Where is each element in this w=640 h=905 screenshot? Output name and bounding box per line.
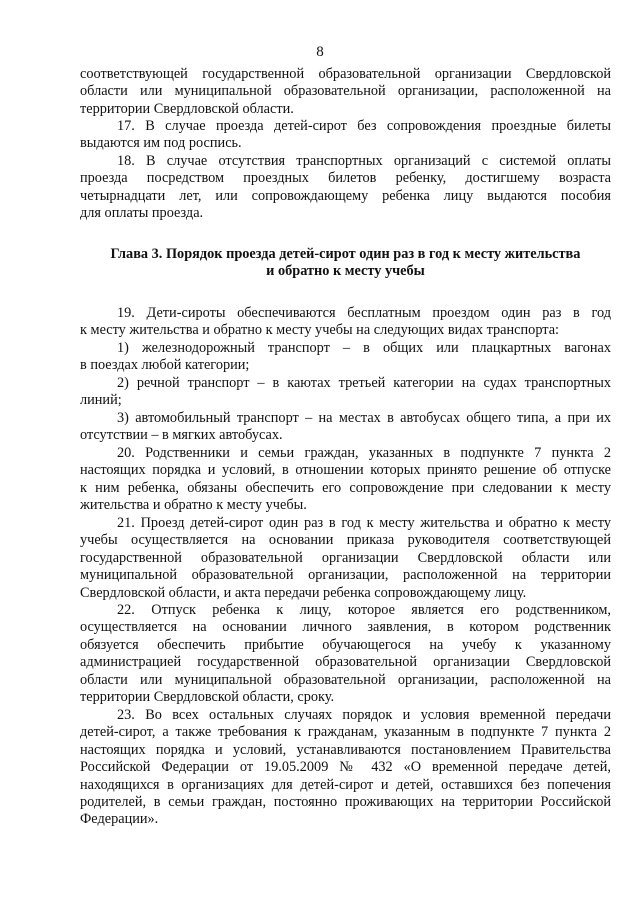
paragraph-line: для оплаты проезда. bbox=[80, 205, 204, 222]
paragraph-line: обязуется обеспечить прибытие обучающегося на учебу к указанному bbox=[80, 636, 611, 653]
paragraph-line: 2) речной транспорт – в каютах третьей категории на судах транспортных bbox=[117, 375, 611, 391]
paragraph-line: 19. Дети-сироты обеспечиваются бесплатным проездом один раз в год bbox=[117, 305, 611, 321]
paragraph-line: отсутствии – в мягких автобусах. bbox=[80, 427, 283, 444]
paragraph-19-item-1 bbox=[80, 340, 611, 375]
paragraph-line: к ним ребенка, обязаны обеспечить его сопровождение при следовании к месту bbox=[80, 479, 611, 496]
paragraph-line: Свердловской области, и акта передачи ребенка сопровождающему лицу. bbox=[80, 584, 527, 601]
heading-line: и обратно к месту учебы bbox=[266, 263, 425, 280]
paragraph-line: муниципальной образовательной организации, расположенной на территории bbox=[80, 567, 611, 584]
chapter-3-heading bbox=[80, 246, 611, 281]
paragraph-line: настоящих порядка и условий, в отношении которых принято решение об отпуске bbox=[80, 462, 611, 479]
paragraph-line: в поездах любой категории; bbox=[80, 357, 250, 374]
paragraph-20 bbox=[80, 445, 611, 515]
paragraph-line: родителей, в семьи граждан, постоянно проживающих на территории Российской bbox=[80, 794, 611, 811]
paragraph-line: жительства и обратно к месту учебы. bbox=[80, 497, 307, 514]
paragraph-line: Федерации». bbox=[80, 811, 159, 828]
paragraph-line: находящихся в организациях для детей-сирот и детей, оставшихся без попечения bbox=[80, 776, 611, 793]
paragraph-19-item-2 bbox=[80, 375, 611, 410]
paragraph-line: государственной образовательной организации Свердловской области или bbox=[80, 549, 611, 566]
heading-line: Глава 3. Порядок проезда детей-сирот один раз в год к месту жительства bbox=[110, 246, 581, 262]
paragraph-21 bbox=[80, 515, 611, 602]
paragraph-17 bbox=[80, 118, 611, 153]
paragraph-line: 1) железнодорожный транспорт – в общих или плацкартных вагонах bbox=[117, 340, 611, 356]
paragraph-line: области или муниципальной образовательной организации, расположенной на bbox=[80, 671, 611, 688]
paragraph-line: выдаются им под роспись. bbox=[80, 135, 242, 152]
paragraph-line: проезда посредством проездных билетов ребенку, достигшему возраста bbox=[80, 170, 611, 187]
paragraph-19-item-3 bbox=[80, 410, 611, 445]
paragraph-line: четырнадцати лет, или сопровождающему ребенка лицу выдаются пособия bbox=[80, 187, 611, 204]
paragraph-23 bbox=[80, 707, 611, 829]
paragraph-line: 22. Отпуск ребенка к лицу, которое является его родственником, bbox=[117, 602, 611, 618]
paragraph-line: учебы осуществляется на основании приказа руководителя соответствующей bbox=[80, 532, 611, 549]
paragraph-18 bbox=[80, 153, 611, 223]
page-number: 8 bbox=[316, 44, 324, 60]
paragraph-line: 20. Родственники и семьи граждан, указанных в подпункте 7 пункта 2 bbox=[117, 445, 611, 461]
paragraph-line: администрацией государственной образовательной организации Свердловской bbox=[80, 654, 611, 671]
paragraph-19 bbox=[80, 305, 611, 340]
paragraph-line: 17. В случае проезда детей-сирот без сопровождения проездные билеты bbox=[117, 118, 611, 134]
paragraph-line: области или муниципальной образовательной организации, расположенной на bbox=[80, 83, 611, 100]
paragraph-line: линий; bbox=[80, 392, 122, 409]
paragraph-line: Российской Федерации от 19.05.2009 № 432 «О временной передаче детей, bbox=[80, 759, 611, 776]
paragraph-continuation bbox=[80, 66, 611, 118]
paragraph-line: к месту жительства и обратно к месту учебы на следующих видах транспорта: bbox=[80, 322, 560, 339]
paragraph-line: осуществляется на основании личного заявления, в котором родственник bbox=[80, 619, 611, 636]
paragraph-line: соответствующей государственной образовательной организации Свердловской bbox=[80, 66, 611, 82]
paragraph-line: территории Свердловской области, сроку. bbox=[80, 689, 335, 706]
paragraph-line: настоящих порядка и условий, устанавливаются постановлением Правительства bbox=[80, 741, 611, 758]
paragraph-line: 23. Во всех остальных случаях порядок и условия временной передачи bbox=[117, 707, 611, 723]
paragraph-line: детей-сирот, а также требования к гражданам, указанным в подпункте 7 пункта 2 bbox=[80, 724, 611, 741]
paragraph-22 bbox=[80, 602, 611, 706]
paragraph-line: 18. В случае отсутствия транспортных организаций с системой оплаты bbox=[117, 153, 611, 169]
paragraph-line: 3) автомобильный транспорт – на местах в автобусах общего типа, а при их bbox=[117, 410, 611, 426]
paragraph-line: территории Свердловской области. bbox=[80, 100, 294, 117]
paragraph-line: 21. Проезд детей-сирот один раз в год к месту жительства и обратно к месту bbox=[117, 515, 611, 531]
